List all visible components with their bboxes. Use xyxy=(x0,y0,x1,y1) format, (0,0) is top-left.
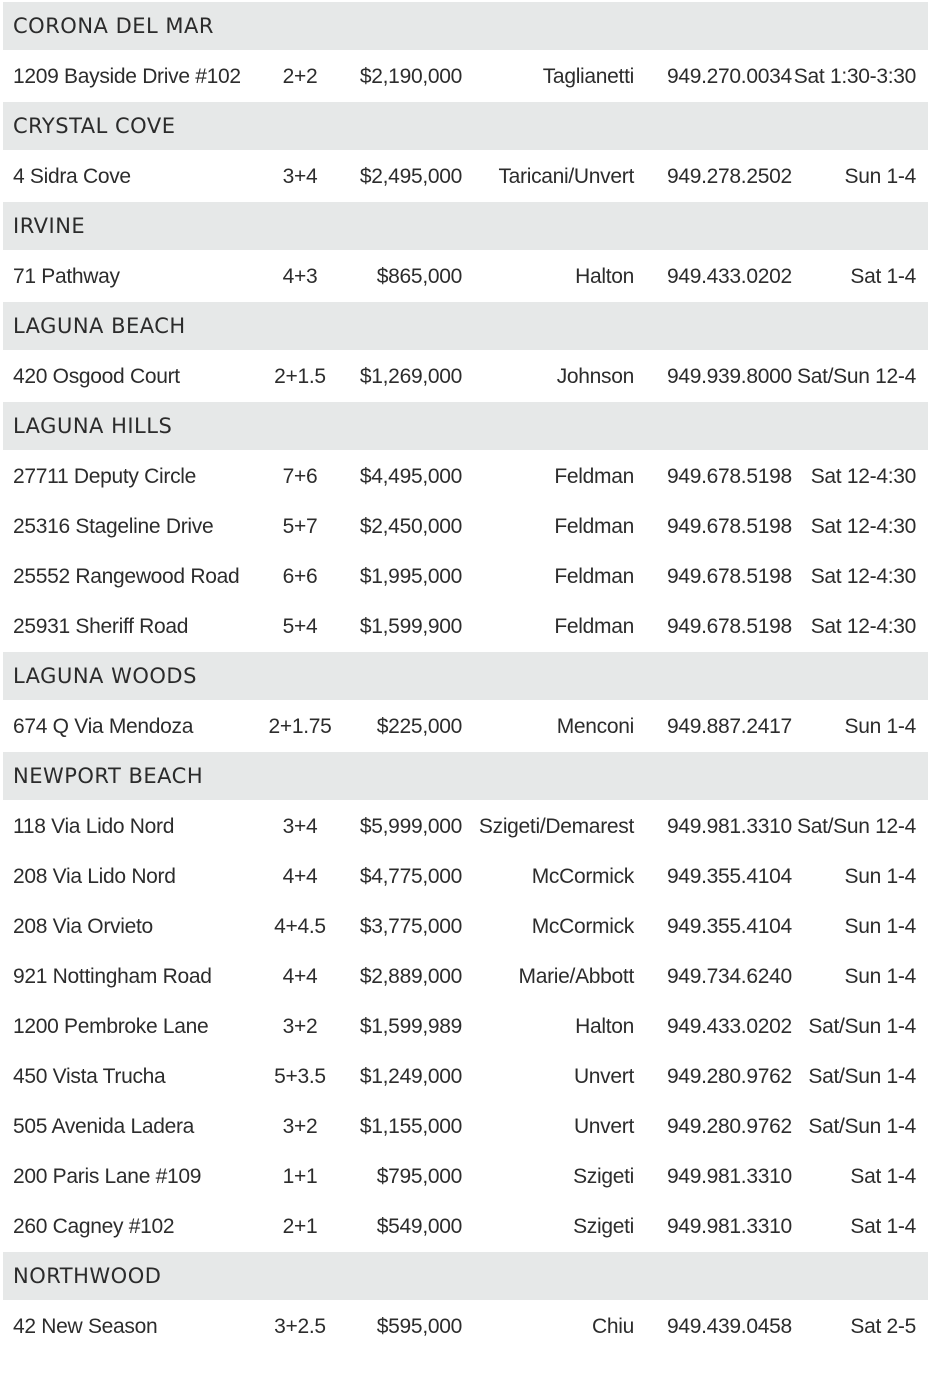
listing-phone: 949.981.3310 xyxy=(667,1165,792,1188)
listing-price: $4,495,000 xyxy=(359,465,462,488)
listing-price: $1,599,989 xyxy=(359,1015,462,1038)
listing-price: $3,775,000 xyxy=(359,915,462,938)
listing-bed-bath: 2+2 xyxy=(282,65,318,88)
listing-agent: McCormick xyxy=(531,915,634,938)
area-name: LAGUNA BEACH xyxy=(13,314,186,338)
listing-address: 450 Vista Trucha xyxy=(13,1065,166,1088)
section-header xyxy=(3,302,928,352)
listing-phone: 949.270.0034 xyxy=(667,65,792,88)
listing-address: 208 Via Orvieto xyxy=(13,915,153,938)
listing-bed-bath: 4+3 xyxy=(282,265,318,288)
area-name: NORTHWOOD xyxy=(13,1264,162,1288)
listing-address: 25552 Rangewood Road xyxy=(13,565,240,588)
listing-agent: McCormick xyxy=(531,865,634,888)
area-name: CORONA DEL MAR xyxy=(13,14,214,38)
listing-row xyxy=(3,352,928,402)
listing-open-time: Sat/Sun 1-4 xyxy=(808,1115,916,1138)
listing-address: 4 Sidra Cove xyxy=(13,165,131,188)
listing-address: 27711 Deputy Circle xyxy=(13,465,197,488)
section-header xyxy=(3,1252,928,1302)
listing-bed-bath: 2+1.75 xyxy=(268,715,332,738)
listing-phone: 949.678.5198 xyxy=(667,465,792,488)
listing-agent: Feldman xyxy=(554,565,634,588)
listing-price: $795,000 xyxy=(376,1165,462,1188)
section-header xyxy=(3,202,928,252)
listing-bed-bath: 7+6 xyxy=(282,465,318,488)
listing-address: 25316 Stageline Drive xyxy=(13,515,214,538)
listing-bed-bath: 4+4.5 xyxy=(274,915,326,938)
listing-open-time: Sat 1-4 xyxy=(850,265,916,288)
listing-agent: Chiu xyxy=(592,1315,634,1338)
section-header xyxy=(3,2,928,52)
listing-row xyxy=(3,452,928,502)
section-header xyxy=(3,402,928,452)
listing-price: $225,000 xyxy=(376,715,462,738)
listing-row xyxy=(3,602,928,652)
listing-phone: 949.433.0202 xyxy=(667,1015,792,1038)
listing-price: $2,450,000 xyxy=(359,515,462,538)
listing-agent: Taricani/Unvert xyxy=(498,165,634,188)
listing-address: 420 Osgood Court xyxy=(13,365,180,388)
listing-address: 118 Via Lido Nord xyxy=(13,815,175,838)
listing-row xyxy=(3,1302,928,1352)
listing-phone: 949.678.5198 xyxy=(667,565,792,588)
listing-address: 25931 Sheriff Road xyxy=(13,615,189,638)
listing-price: $1,995,000 xyxy=(359,565,462,588)
listing-address: 200 Paris Lane #109 xyxy=(13,1165,202,1188)
listing-row xyxy=(3,902,928,952)
listing-bed-bath: 2+1 xyxy=(282,1215,318,1238)
listing-open-time: Sat 1:30-3:30 xyxy=(793,65,916,88)
listing-agent: Szigeti/Demarest xyxy=(478,815,634,838)
listing-price: $1,155,000 xyxy=(359,1115,462,1138)
listing-open-time: Sat 12-4:30 xyxy=(810,465,916,488)
listing-price: $595,000 xyxy=(376,1315,462,1338)
listing-row xyxy=(3,1202,928,1252)
listing-phone: 949.939.8000 xyxy=(667,365,792,388)
listing-phone: 949.355.4104 xyxy=(667,865,792,888)
listing-agent: Johnson xyxy=(556,365,634,388)
listing-bed-bath: 3+2 xyxy=(282,1115,318,1138)
listing-address: 921 Nottingham Road xyxy=(13,965,212,988)
listing-bed-bath: 3+2.5 xyxy=(274,1315,326,1338)
listing-price: $2,889,000 xyxy=(359,965,462,988)
listing-price: $1,269,000 xyxy=(359,365,462,388)
listing-price: $865,000 xyxy=(376,265,462,288)
listing-open-time: Sat 2-5 xyxy=(850,1315,916,1338)
listing-row xyxy=(3,252,928,302)
listing-bed-bath: 5+7 xyxy=(282,515,318,538)
listing-bed-bath: 6+6 xyxy=(282,565,318,588)
listing-phone: 949.981.3310 xyxy=(667,815,792,838)
area-name: IRVINE xyxy=(13,214,86,238)
open-house-listings xyxy=(3,2,928,1352)
listing-price: $549,000 xyxy=(376,1215,462,1238)
section-header xyxy=(3,102,928,152)
listing-row xyxy=(3,1002,928,1052)
listing-agent: Menconi xyxy=(556,715,634,738)
listing-row xyxy=(3,1052,928,1102)
listing-bed-bath: 3+2 xyxy=(282,1015,318,1038)
listing-open-time: Sat 12-4:30 xyxy=(810,615,916,638)
listing-open-time: Sun 1-4 xyxy=(844,965,916,988)
listing-address: 505 Avenida Ladera xyxy=(13,1115,195,1138)
listing-open-time: Sat 12-4:30 xyxy=(810,565,916,588)
listing-price: $1,249,000 xyxy=(359,1065,462,1088)
listing-agent: Halton xyxy=(575,1015,634,1038)
section-header xyxy=(3,752,928,802)
listing-price: $2,190,000 xyxy=(359,65,462,88)
listing-phone: 949.678.5198 xyxy=(667,615,792,638)
area-name: CRYSTAL COVE xyxy=(13,114,176,138)
listing-row xyxy=(3,952,928,1002)
listing-agent: Taglianetti xyxy=(542,65,634,88)
area-name: LAGUNA HILLS xyxy=(13,414,173,438)
listing-phone: 949.678.5198 xyxy=(667,515,792,538)
listing-open-time: Sun 1-4 xyxy=(844,915,916,938)
listing-price: $2,495,000 xyxy=(359,165,462,188)
listing-agent: Feldman xyxy=(554,515,634,538)
listing-agent: Unvert xyxy=(573,1115,634,1138)
listing-address: 42 New Season xyxy=(13,1315,158,1338)
listing-open-time: Sat/Sun 1-4 xyxy=(808,1015,916,1038)
listing-row xyxy=(3,152,928,202)
area-name: LAGUNA WOODS xyxy=(13,664,197,688)
listing-agent: Unvert xyxy=(573,1065,634,1088)
listing-open-time: Sun 1-4 xyxy=(844,715,916,738)
listing-row xyxy=(3,1152,928,1202)
listing-row xyxy=(3,552,928,602)
listing-agent: Szigeti xyxy=(573,1215,634,1238)
listing-address: 1209 Bayside Drive #102 xyxy=(13,65,241,88)
listing-price: $4,775,000 xyxy=(359,865,462,888)
listing-bed-bath: 4+4 xyxy=(282,965,318,988)
listing-open-time: Sat 12-4:30 xyxy=(810,515,916,538)
listing-agent: Feldman xyxy=(554,465,634,488)
listing-open-time: Sun 1-4 xyxy=(844,865,916,888)
listing-row xyxy=(3,1102,928,1152)
listing-phone: 949.981.3310 xyxy=(667,1215,792,1238)
listing-open-time: Sat/Sun 12-4 xyxy=(797,815,916,838)
listing-bed-bath: 4+4 xyxy=(282,865,318,888)
listing-agent: Feldman xyxy=(554,615,634,638)
listing-address: 674 Q Via Mendoza xyxy=(13,715,194,738)
listing-phone: 949.887.2417 xyxy=(667,715,792,738)
listing-bed-bath: 1+1 xyxy=(282,1165,318,1188)
listing-phone: 949.433.0202 xyxy=(667,265,792,288)
listing-open-time: Sat/Sun 12-4 xyxy=(797,365,916,388)
listing-bed-bath: 5+3.5 xyxy=(274,1065,326,1088)
listing-bed-bath: 3+4 xyxy=(282,165,318,188)
listing-agent: Szigeti xyxy=(573,1165,634,1188)
listing-row xyxy=(3,802,928,852)
listing-row xyxy=(3,852,928,902)
listing-phone: 949.355.4104 xyxy=(667,915,792,938)
listing-phone: 949.280.9762 xyxy=(667,1115,792,1138)
listing-open-time: Sat/Sun 1-4 xyxy=(808,1065,916,1088)
listing-open-time: Sun 1-4 xyxy=(844,165,916,188)
listing-open-time: Sat 1-4 xyxy=(850,1215,916,1238)
listing-address: 1200 Pembroke Lane xyxy=(13,1015,209,1038)
area-name: NEWPORT BEACH xyxy=(13,764,204,788)
listing-bed-bath: 3+4 xyxy=(282,815,318,838)
listing-address: 71 Pathway xyxy=(13,265,120,288)
section-header xyxy=(3,652,928,702)
listing-phone: 949.734.6240 xyxy=(667,965,792,988)
listing-agent: Marie/Abbott xyxy=(518,965,634,988)
listing-row xyxy=(3,702,928,752)
listing-agent: Halton xyxy=(575,265,634,288)
listing-price: $1,599,900 xyxy=(359,615,462,638)
listing-phone: 949.280.9762 xyxy=(667,1065,792,1088)
listing-bed-bath: 5+4 xyxy=(282,615,318,638)
listing-phone: 949.278.2502 xyxy=(667,165,792,188)
listing-bed-bath: 2+1.5 xyxy=(274,365,326,388)
listing-address: 208 Via Lido Nord xyxy=(13,865,176,888)
listing-address: 260 Cagney #102 xyxy=(13,1215,175,1238)
listing-open-time: Sat 1-4 xyxy=(850,1165,916,1188)
listing-row xyxy=(3,502,928,552)
listing-phone: 949.439.0458 xyxy=(667,1315,792,1338)
listing-price: $5,999,000 xyxy=(359,815,462,838)
listing-row xyxy=(3,52,928,102)
